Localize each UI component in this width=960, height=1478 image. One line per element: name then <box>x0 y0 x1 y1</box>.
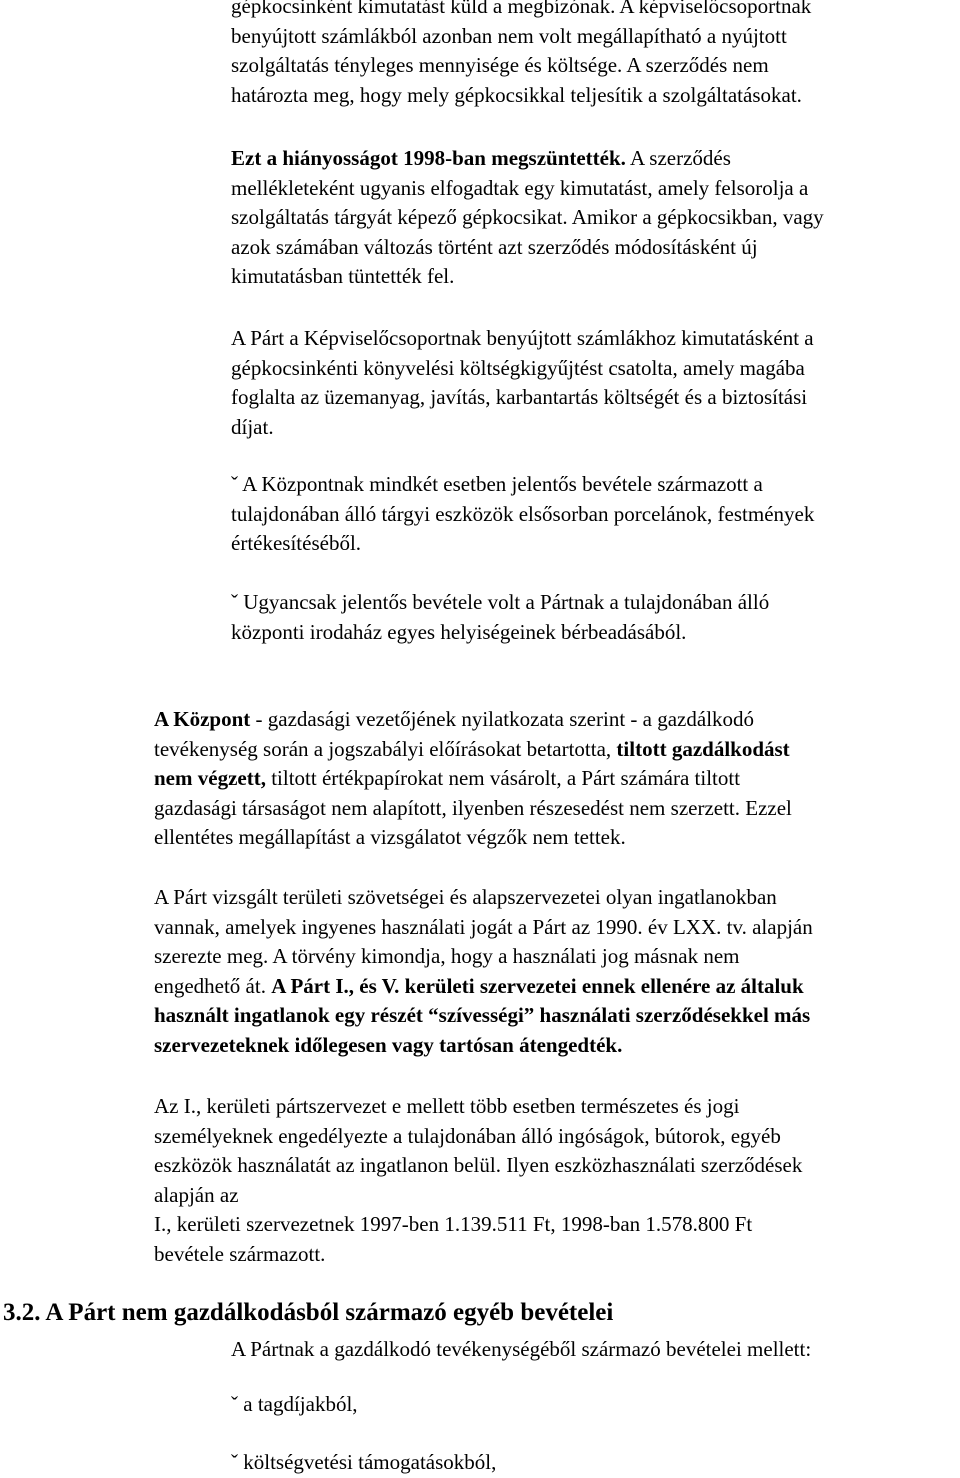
text-line: kimutatásban tüntették fel. <box>231 264 455 288</box>
text-fragment: A szerződés <box>625 146 731 170</box>
bold-phrase: nem végzett, <box>154 766 266 790</box>
section-heading: 3.2. A Párt nem gazdálkodásból származó egyéb bevételei <box>3 1299 614 1326</box>
text-line: gazdasági társaságot nem alapított, ilyenben részesedést nem szerzett. Ezzel <box>154 795 792 820</box>
text-fragment: - gazdasági vezetőjének nyilatkozata szerint - a gazdálkodó <box>250 707 755 731</box>
bullet-text: ˇ költségvetési támogatásokból, <box>231 1450 497 1474</box>
text-line <box>154 735 792 765</box>
paragraph-deficiency-fixed <box>231 144 824 292</box>
text-line: A Párt a Képviselőcsoportnak benyújtott számlákhoz kimutatásként a <box>231 326 814 350</box>
bullet-item <box>231 1448 496 1478</box>
text-line: A Pártnak a gazdálkodó tevékenységéből származó bevételei mellett: <box>231 1337 812 1361</box>
text-line <box>154 764 792 794</box>
text-line: központi irodaház egyes helyiségeinek bérbeadásából. <box>231 619 687 644</box>
bullet-item <box>231 1390 358 1420</box>
text-fragment: tevékenység során a jogszabályi előírásokat betartotta, <box>154 736 617 761</box>
paragraph-cost-collection <box>231 324 814 442</box>
text-line: Az I., kerületi pártszervezet e mellett több esetben természetes és jogi <box>154 1094 740 1118</box>
bold-phrase: tiltott gazdálkodást <box>616 736 790 761</box>
paragraph-district-organization <box>154 1092 802 1269</box>
paragraph-vehicle-report <box>231 0 811 110</box>
text-fragment: engedhető át. <box>154 973 272 998</box>
text-line: vannak, amelyek ingyenes használati jogát a Párt az 1990. év LXX. tv. alapján <box>154 914 813 939</box>
text-line: határozta meg, hogy mely gépkocsikkal teljesítik a szolgáltatásokat. <box>231 82 802 107</box>
paragraph-property-use <box>154 883 813 1060</box>
text-line: ˇ Ugyancsak jelentős bevétele volt a Pártnak a tulajdonában álló <box>231 590 770 614</box>
text-fragment: tiltott értékpapírokat nem vásárolt, a Párt számára tiltott <box>265 766 741 790</box>
text-line <box>154 705 792 735</box>
text-line: I., kerületi szervezetnek 1997-ben 1.139.511 Ft, 1998-ban 1.578.800 Ft <box>154 1212 753 1236</box>
text-line <box>154 1031 813 1061</box>
text-line: eszközök használatát az ingatlanon belül. Ilyen eszközhasználati szerződések <box>154 1153 803 1177</box>
text-line: gépkocsinkénti könyvelési költségkigyűjtést csatolta, amely magába <box>231 355 805 380</box>
text-line <box>154 1001 813 1031</box>
bold-phrase: használt ingatlanok egy részét “szívességi” használati szerződésekkel más <box>154 1003 811 1027</box>
text-line: ˇ A Központnak mindkét esetben jelentős bevétele származott a <box>231 472 763 496</box>
text-line: szolgáltatás tárgyát képező gépkocsikat. Amikor a gépkocsikban, vagy <box>231 205 824 229</box>
text-line: díjat. <box>231 414 274 439</box>
text-line: mellékleteként ugyanis elfogadtak egy kimutatást, amely felsorolja a <box>231 175 809 200</box>
paragraph-center-revenue <box>231 470 814 559</box>
text-line <box>231 144 824 174</box>
text-line: gépkocsinként kimutatást küld a megbízónak. A képviselőcsoportnak <box>231 0 812 18</box>
text-line: személyeknek engedélyezte a tulajdonában álló ingóságok, bútorok, egyéb <box>154 1123 781 1148</box>
text-line: ellentétes megállapítást a vizsgálatot végzők nem tettek. <box>154 825 626 849</box>
paragraph-rental-revenue <box>231 588 769 647</box>
text-line: tulajdonában álló tárgyi eszközök elsősorban porcelánok, festmények <box>231 501 815 526</box>
text-line: értékesítéséből. <box>231 531 362 555</box>
text-line: azok számában változás történt azt szerződés módosításként új <box>231 234 758 259</box>
bold-phrase: Ezt a hiányosságot 1998-ban megszüntették. <box>231 146 626 170</box>
text-line: szerezte meg. A törvény kimondja, hogy a használati jog másnak nem <box>154 944 740 968</box>
bold-phrase: A Központ <box>154 707 251 731</box>
paragraph-center-statement <box>154 705 792 853</box>
text-line: bevétele származott. <box>154 1241 326 1266</box>
bold-phrase: szervezeteknek időlegesen vagy tartósan átengedték. <box>154 1032 623 1057</box>
text-line: benyújtott számlákból azonban nem volt megállapítható a nyújtott <box>231 23 787 48</box>
text-line <box>154 972 813 1002</box>
text-line: szolgáltatás tényleges mennyisége és költsége. A szerződés nem <box>231 53 769 77</box>
text-line: foglalta az üzemanyag, javítás, karbantartás költségét és a biztosítási <box>231 385 808 409</box>
text-line: A Párt vizsgált területi szövetségei és alapszervezetei olyan ingatlanokban <box>154 885 777 909</box>
bold-phrase: A Párt I., és V. kerületi szervezetei ennek ellenére az általuk <box>271 973 804 998</box>
paragraph-other-revenue-intro <box>231 1335 811 1365</box>
bullet-text: ˇ a tagdíjakból, <box>231 1392 358 1416</box>
text-line: alapján az <box>154 1182 239 1207</box>
